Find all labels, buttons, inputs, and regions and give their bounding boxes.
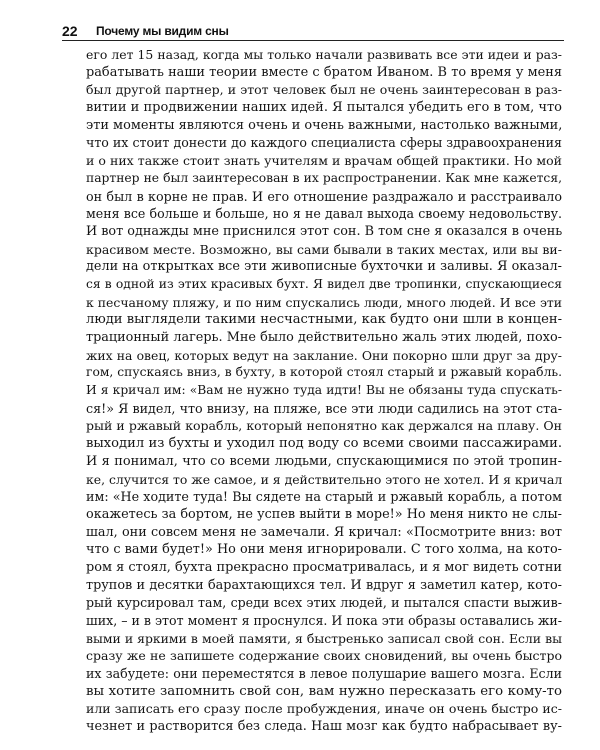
text-line: ке, случится то же самое, и я действительно этого не хотел. И я кричал <box>86 471 563 487</box>
text-line: ром я стоял, бухта прекрасно просматривалась, и я мог видеть сотни <box>86 559 562 575</box>
text-line: вы хотите запомнить свой сон, вам нужно пересказать его кому-то <box>86 683 562 699</box>
text-line: рабатывать наши теории вместе с братом Иваном. В то время у меня <box>86 64 562 80</box>
text-line: эти моменты являются очень и очень важными, настолько важными, <box>86 117 563 133</box>
text-line: окажетесь за бортом, не успев выйти в море!» Но меня никто не слы- <box>86 506 562 522</box>
text-line: что их стоит донести до каждого специалиста сферы здравоохранения <box>86 135 562 151</box>
text-line: И я кричал им: «Вам не нужно туда идти! Вы не обязаны туда спускать- <box>86 383 562 398</box>
text-line: дели на открытках все эти живописные бухточки и заливы. Я оказал- <box>86 259 562 275</box>
text-line: ших, – и в этот момент я проснулся. И пока эти образы оставались жи- <box>86 613 563 628</box>
text-line: красивом месте. Возможно, вы сами бывали в таких местах, или вы ви- <box>86 241 562 257</box>
text-line: И вот однажды мне приснился этот сон. В том сне я оказался в очень <box>86 223 563 239</box>
text-line: сразу же не запишете содержание своих сновидений, вы очень быстро <box>86 648 562 664</box>
text-line: ся!» Я видел, что внизу, на пляже, все эти люди садились на этот ста- <box>86 400 562 416</box>
text-line: шал, они совсем меня не замечали. Я кричал: «Посмотрите вниз: вот <box>86 524 562 540</box>
text-line: трационный лагерь. Мне было действительно жаль этих людей, похо- <box>86 330 562 345</box>
text-line: жих на овец, которых ведут на заклание. Они покорно шли друг за дру- <box>86 347 562 363</box>
text-line: был другой партнер, и этот человек был не очень заинтересован в раз- <box>86 82 562 98</box>
text-line: выходил из бухты и уходил под воду со всеми своими пассажирами. <box>86 436 562 452</box>
text-line: его лет 15 назад, когда мы только начали развивать все эти идеи и раз- <box>86 47 562 62</box>
text-line: их забудете: они переместятся в левое полушарие вашего мозга. Если <box>86 666 562 682</box>
text-line: гом, спускаясь вниз, в бухту, в которой стоял старый и ржавый корабль. <box>86 365 562 380</box>
text-line: выми и яркими в моей памяти, я быстренько записал свой сон. Если вы <box>86 630 562 646</box>
page-number: 22 <box>62 23 78 39</box>
text-line: им: «Не ходите туда! Вы сядете на старый и ржавый корабль, а потом <box>86 489 562 505</box>
text-line: витии и продвижении наших идей. Я пытался убедить его в том, что <box>86 100 562 116</box>
text-line: или записать его сразу после пробуждения, иначе он очень быстро ис- <box>86 701 562 717</box>
body-text <box>86 46 562 736</box>
text-line: к песчаному пляжу, и по ним спускались люди, много людей. И все эти <box>86 294 562 310</box>
text-line: партнер не был заинтересован в их распространении. Как мне кажется, <box>86 170 562 185</box>
text-line: он был в корне не прав. И его отношение раздражало и расстраивало <box>86 188 562 204</box>
running-title: Почему мы видим сны <box>96 24 229 38</box>
text-line: меня все больше и больше, но я не давал выхода своему недовольству. <box>86 206 562 222</box>
text-line: и о них также стоит знать учителям и врачам общей практики. Но мой <box>86 153 562 169</box>
text-line: что с вами будет!» Но они меня игнорировали. С того холма, на кото- <box>86 542 562 558</box>
text-line: рый и ржавый корабль, который непонятно как держался на плаву. Он <box>86 418 562 434</box>
text-line: люди выглядели такими несчастными, как будто они шли в концен- <box>86 312 562 328</box>
text-line: чезнет и растворится без следа. Наш мозг как будто набрасывает ву- <box>86 719 562 735</box>
header-rule <box>62 40 564 41</box>
text-line: рый курсировал там, среди всех этих людей, и пытался спасти выжив- <box>86 595 562 611</box>
text-line: трупов и десятки барахтающихся тел. И вдруг я заметил катер, кото- <box>86 577 562 593</box>
text-line: ся в одной из этих красивых бухт. Я видел две тропинки, спускающиеся <box>86 276 562 291</box>
text-line: И я понимал, что со всеми людьми, спускающимися по этой тропин- <box>86 453 562 469</box>
